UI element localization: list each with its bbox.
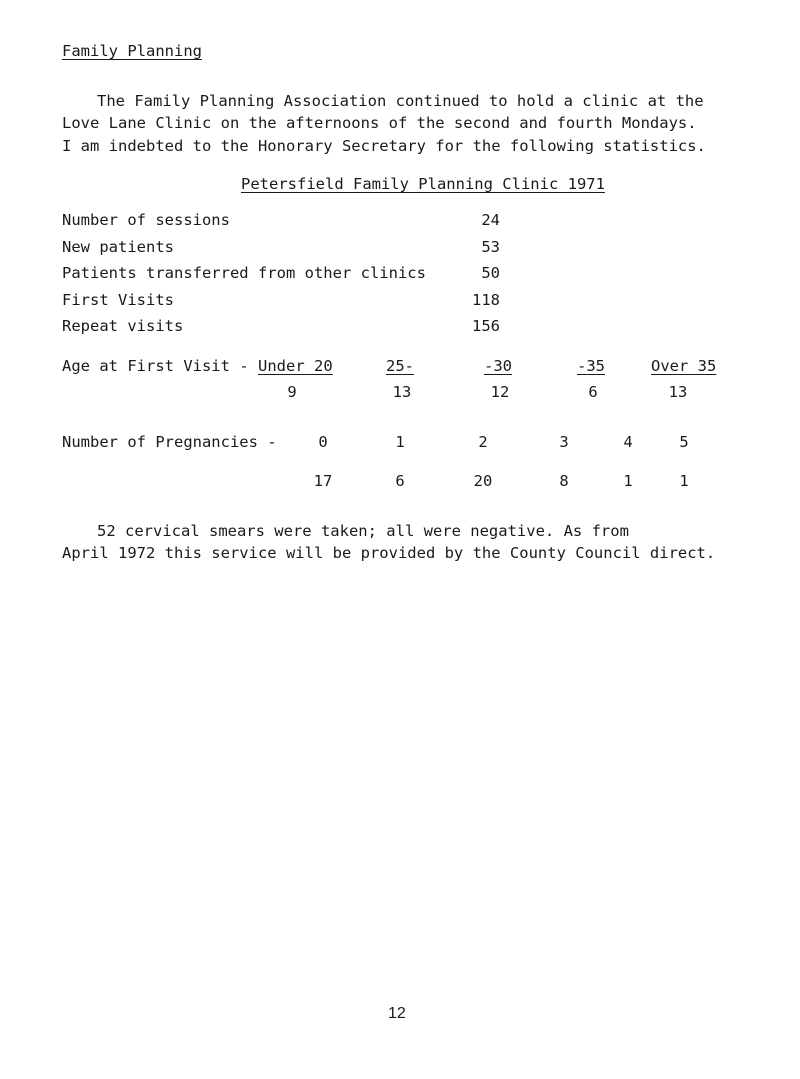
pregnancies-header: 2 [478,433,488,451]
age-value: 13 [668,383,688,401]
pregnancies-header: 5 [679,433,689,451]
age-header: Over 35 [651,357,717,375]
stat-value: 156 [472,317,500,335]
stat-label: Patients transferred from other clinics [62,264,426,282]
closing-line-2: April 1972 this service will be provided by the County Council direct. [62,544,716,562]
stat-label: First Visits [62,291,174,309]
stat-value: 50 [481,264,500,282]
intro-line-1: The Family Planning Association continued to hold a clinic at the [97,92,704,110]
age-value: 6 [588,383,598,401]
pregnancies-header: 3 [559,433,569,451]
age-value: 12 [490,383,510,401]
pregnancies-value: 1 [679,472,689,490]
age-value: 13 [392,383,412,401]
pregnancies-value: 17 [313,472,333,490]
stat-label: New patients [62,238,174,256]
age-label: Age at First Visit - [62,357,249,375]
stat-value: 118 [472,291,500,309]
table-title: Petersfield Family Planning Clinic 1971 [241,175,605,193]
pregnancies-value: 1 [623,472,633,490]
intro-line-3: I am indebted to the Honorary Secretary for the following statistics. [62,137,706,155]
age-header: -35 [577,357,605,375]
page-number: 12 [388,1005,406,1022]
age-header: Under 20 [258,357,333,375]
pregnancies-value: 8 [559,472,569,490]
pregnancies-value: 6 [395,472,405,490]
pregnancies-header: 4 [623,433,633,451]
closing-line-1: 52 cervical smears were taken; all were negative. As from [97,522,629,540]
section-heading: Family Planning [62,42,202,60]
pregnancies-value: 20 [473,472,493,490]
age-header: 25- [386,357,414,375]
pregnancies-header: 0 [318,433,328,451]
age-header: -30 [484,357,512,375]
intro-line-2: Love Lane Clinic on the afternoons of the second and fourth Mondays. [62,114,697,132]
pregnancies-label: Number of Pregnancies - [62,433,277,451]
stat-value: 24 [481,211,500,229]
stat-label: Repeat visits [62,317,184,335]
pregnancies-header: 1 [395,433,405,451]
stat-value: 53 [481,238,500,256]
stat-label: Number of sessions [62,211,230,229]
age-value: 9 [287,383,297,401]
